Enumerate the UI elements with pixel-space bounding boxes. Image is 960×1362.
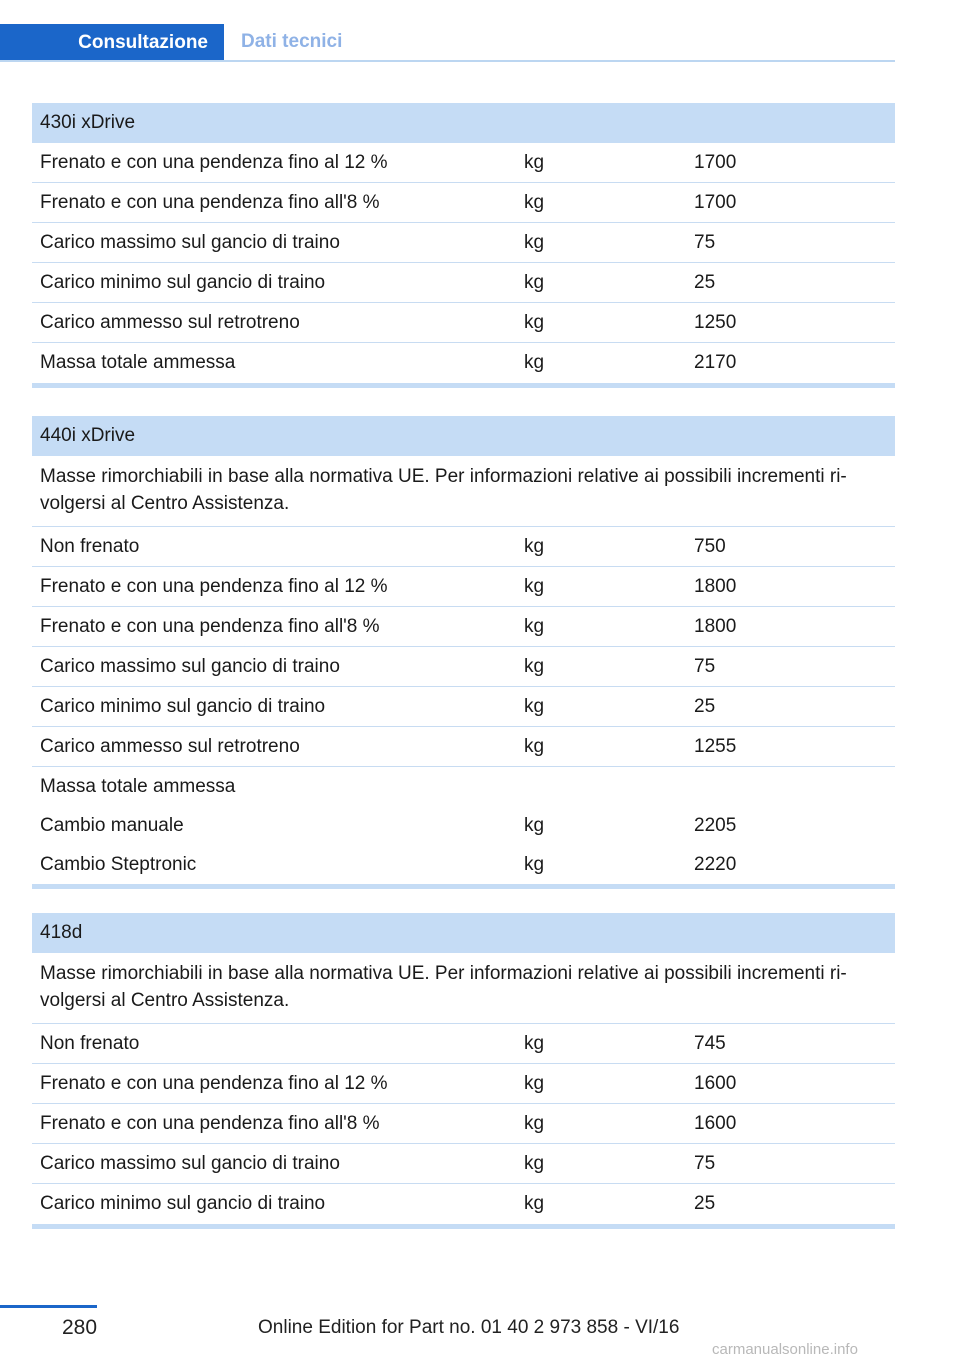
row-value: 1700: [694, 191, 737, 213]
row-label: Cambio Steptronic: [40, 853, 197, 875]
table-row: [32, 727, 895, 767]
table-row: [32, 303, 895, 343]
row-label: Carico ammesso sul retrotreno: [40, 311, 300, 333]
table-note: [32, 456, 895, 527]
table-row: [32, 1144, 895, 1184]
table-row: [32, 806, 895, 845]
row-label: Carico massimo sul gancio di traino: [40, 1152, 340, 1174]
row-unit: kg: [524, 191, 545, 213]
row-label: Carico minimo sul gancio di traino: [40, 1193, 326, 1214]
row-value: 1600: [694, 1112, 737, 1134]
header-divider: [0, 60, 895, 62]
row-unit: kg: [524, 853, 545, 875]
row-label: Carico massimo sul gancio di traino: [40, 231, 340, 253]
row-label: Carico massimo sul gancio di traino: [40, 655, 340, 677]
table-title: 418d: [32, 913, 895, 953]
table-note: [32, 953, 895, 1024]
row-value: 1255: [694, 735, 737, 757]
table-row: [32, 1064, 895, 1104]
page-number-rule: [0, 1305, 97, 1308]
table-row: [32, 687, 895, 727]
row-unit: kg: [524, 695, 545, 717]
row-label: Massa totale ammessa: [40, 352, 236, 373]
row-label: Frenato e con una pendenza fino al 12 %: [40, 575, 388, 597]
row-value: 1250: [694, 311, 737, 333]
row-unit: kg: [524, 814, 545, 836]
table-row: [32, 567, 895, 607]
table-row: [32, 143, 895, 183]
row-value: 745: [694, 1032, 726, 1054]
row-value: 75: [694, 231, 716, 253]
row-unit: kg: [524, 1193, 545, 1214]
tab-consultazione-label: Consultazione: [78, 32, 208, 53]
row-unit: kg: [524, 575, 545, 597]
row-value: 75: [694, 1152, 716, 1174]
table-row: [32, 343, 895, 383]
tab-dati-tecnici[interactable]: [241, 24, 342, 60]
row-value: 25: [694, 1193, 716, 1214]
row-value: 25: [694, 271, 716, 293]
table-end-bar: [32, 383, 895, 388]
row-unit: kg: [524, 352, 545, 373]
table-end-bar: [32, 1224, 895, 1229]
row-unit: kg: [524, 535, 545, 557]
header-tabs: [0, 24, 895, 62]
row-label: Carico minimo sul gancio di traino: [40, 695, 326, 717]
row-unit: kg: [524, 615, 545, 637]
table-row: [32, 1104, 895, 1144]
row-label: Frenato e con una pendenza fino all'8 %: [40, 1112, 380, 1134]
table-row: [32, 1024, 895, 1064]
row-value: 1800: [694, 615, 737, 637]
table-440i-xdrive: [32, 416, 895, 889]
table-418d: [32, 913, 895, 1229]
row-label: Frenato e con una pendenza fino all'8 %: [40, 191, 380, 213]
note-line: volgersi al Centro Assistenza.: [40, 493, 290, 514]
table-row: [32, 527, 895, 567]
table-title: 440i xDrive: [32, 416, 895, 456]
row-label: Carico ammesso sul retrotreno: [40, 735, 300, 757]
row-unit: kg: [524, 1072, 545, 1094]
note-line: Masse rimorchiabili in base alla normativa UE. Per informazioni relative ai possibili incrementi ri-: [40, 466, 847, 487]
table-title: 430i xDrive: [32, 103, 895, 143]
row-unit: kg: [524, 1112, 545, 1134]
table-row: [32, 223, 895, 263]
row-label: Frenato e con una pendenza fino al 12 %: [40, 1072, 388, 1094]
edition-text: Online Edition for Part no. 01 40 2 973 858 - VI/16: [258, 1317, 680, 1338]
table-row: [32, 607, 895, 647]
tab-consultazione[interactable]: [0, 24, 224, 62]
table-row: [32, 767, 895, 806]
row-label: Frenato e con una pendenza fino all'8 %: [40, 615, 380, 637]
row-value: 2220: [694, 853, 737, 875]
row-label: Carico minimo sul gancio di traino: [40, 271, 326, 293]
row-label: Cambio manuale: [40, 814, 184, 836]
table-row: [32, 1184, 895, 1224]
row-value: 750: [694, 535, 726, 557]
note-line: volgersi al Centro Assistenza.: [40, 990, 290, 1011]
row-value: 1700: [694, 151, 737, 173]
row-label: Non frenato: [40, 535, 140, 557]
tab-dati-tecnici-label: Dati tecnici: [241, 31, 343, 52]
table-row: [32, 647, 895, 687]
row-unit: kg: [524, 271, 545, 293]
row-unit: kg: [524, 735, 545, 757]
row-unit: kg: [524, 231, 545, 253]
row-label: Frenato e con una pendenza fino al 12 %: [40, 151, 388, 173]
note-line: Masse rimorchiabili in base alla normativa UE. Per informazioni relative ai possibili incrementi ri-: [40, 963, 847, 984]
row-unit: kg: [524, 655, 545, 677]
row-unit: kg: [524, 1032, 545, 1054]
table-430i-xdrive: [32, 103, 895, 388]
row-unit: kg: [524, 311, 545, 333]
page-number: 280: [62, 1316, 98, 1339]
row-value: 1800: [694, 575, 737, 597]
table-row: [32, 845, 895, 884]
row-unit: kg: [524, 1152, 545, 1174]
row-value: 75: [694, 655, 716, 677]
row-label: Massa totale ammessa: [40, 775, 236, 797]
row-value: 25: [694, 695, 716, 717]
row-label: Non frenato: [40, 1032, 140, 1054]
row-value: 1600: [694, 1072, 737, 1094]
row-unit: kg: [524, 151, 545, 173]
table-end-bar: [32, 884, 895, 889]
row-value: 2205: [694, 814, 737, 836]
row-value: 2170: [694, 352, 737, 373]
table-row: [32, 263, 895, 303]
watermark: carmanualsonline.info: [712, 1341, 858, 1358]
table-row: [32, 183, 895, 223]
